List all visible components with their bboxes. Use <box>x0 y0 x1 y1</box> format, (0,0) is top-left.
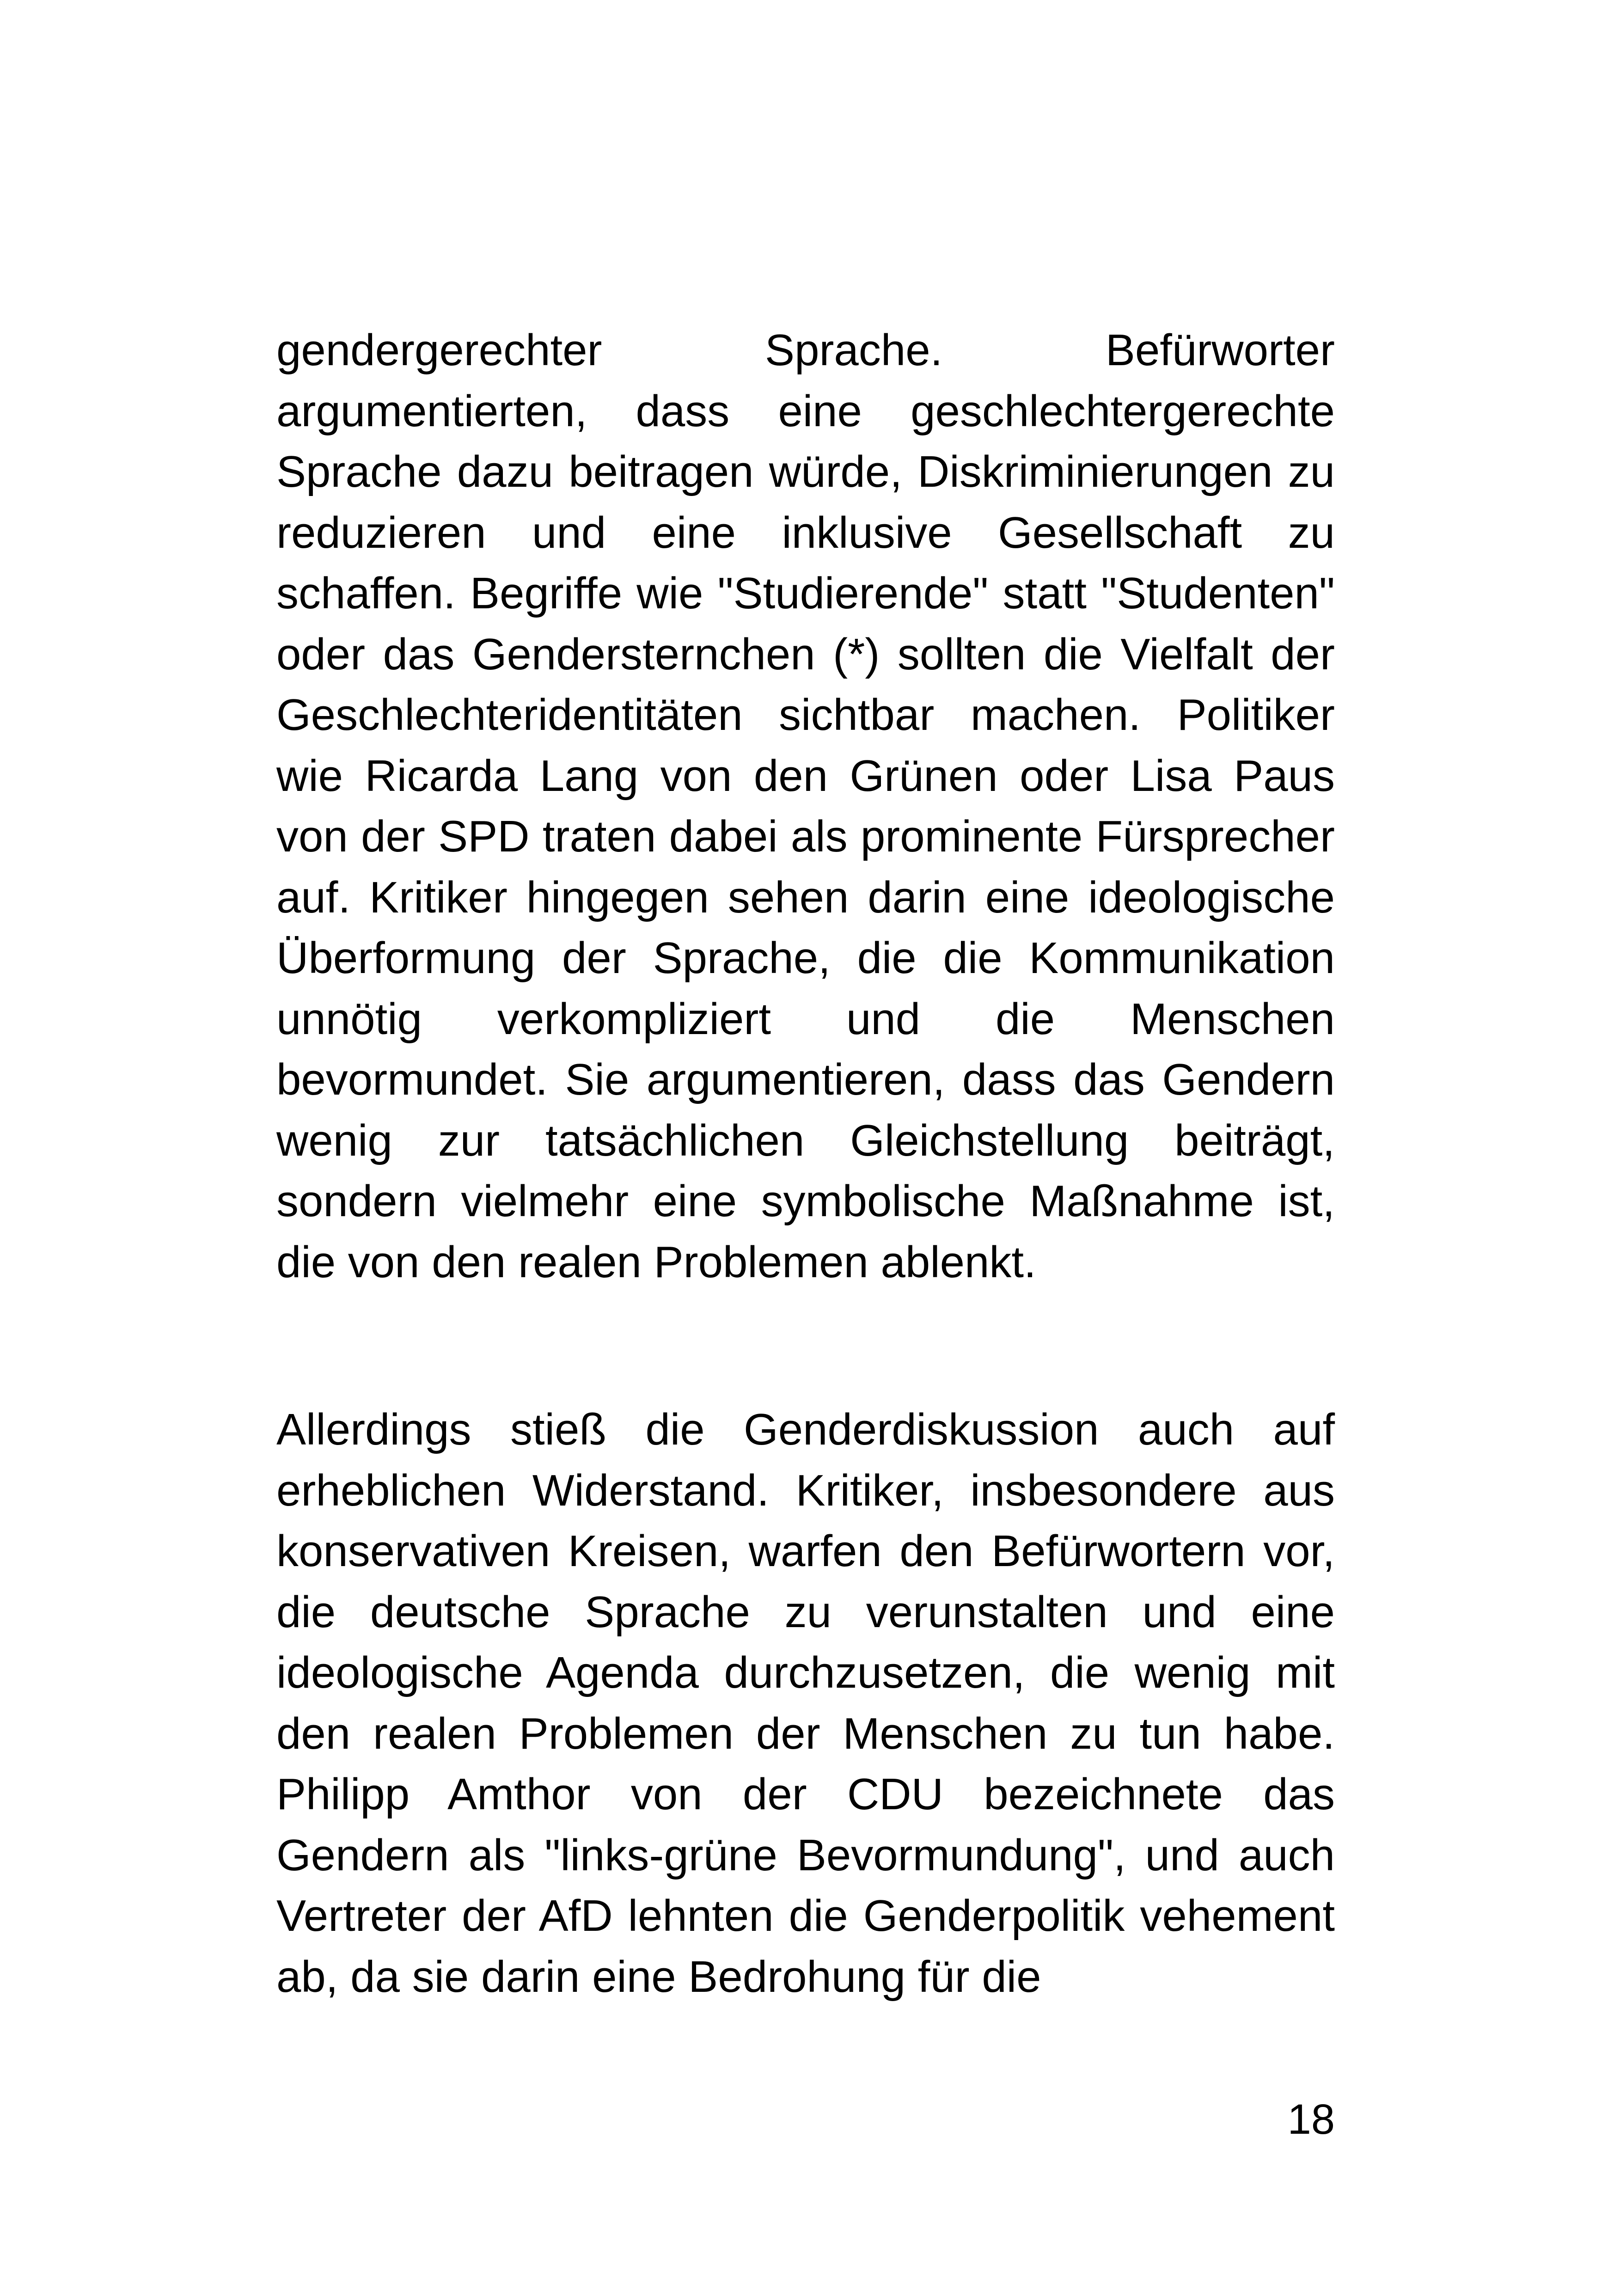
page-number: 18 <box>1287 2096 1335 2143</box>
body-paragraph-1: gendergerechter Sprache. Befürworter argumentierten, dass eine geschlechtergerechte Sprache dazu beitragen würde, Diskriminierungen zu reduzieren und eine inklusive Gesellschaft zu schaffen. Begriffe wie "Studierende" statt "Studenten" oder das Gendersternchen (*) sollten die Vielfalt der Geschlechteridentitäten sichtbar machen. Politiker wie Ricarda Lang von den Grünen oder Lisa Paus von der SPD traten dabei als prominente Fürsprecher auf. Kritiker hingegen sehen darin eine ideologische Überformung der Sprache, die die Kommunikation unnötig verkompliziert und die Menschen bevormundet. Sie argumentieren, dass das Gendern wenig zur tatsächlichen Gleichstellung beiträgt, sondern vielmehr eine symbolische Maßnahme ist, die von den realen Problemen ablenkt. <box>276 325 1335 1287</box>
body-paragraph-2: Allerdings stieß die Genderdiskussion auch auf erheblichen Widerstand. Kritiker, insbesondere aus konservativen Kreisen, warfen den Befürwortern vor, die deutsche Sprache zu verunstalten und eine ideologische Agenda durchzusetzen, die wenig mit den realen Problemen der Menschen zu tun habe. Philipp Amthor von der CDU bezeichnete das Gendern als "links-grüne Bevormundung", und auch Vertreter der AfD lehnten die Genderpolitik vehement ab, da sie darin eine Bedrohung für die <box>276 1405 1335 2002</box>
